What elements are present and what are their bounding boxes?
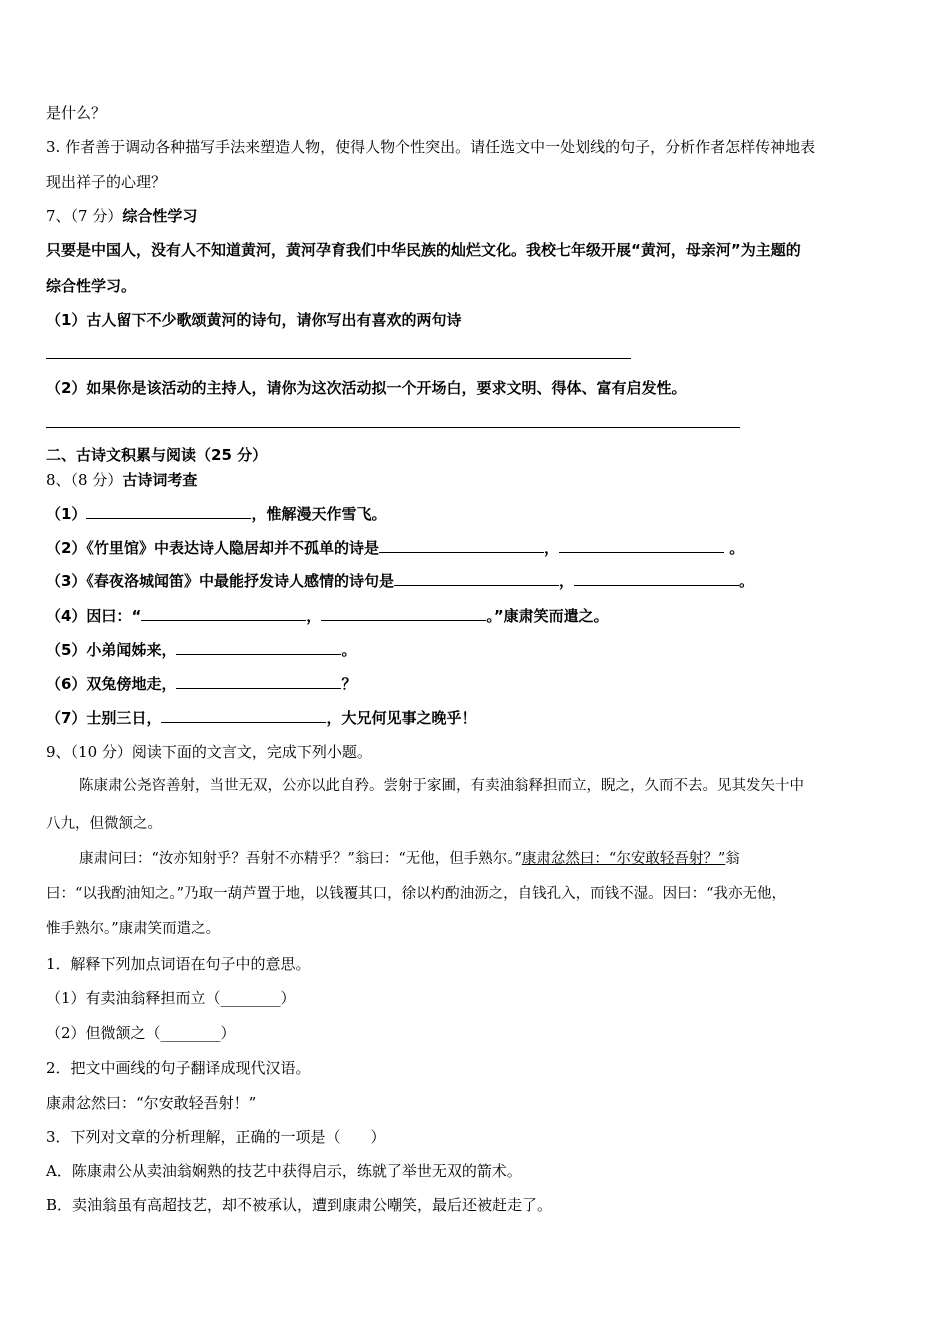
q7-sub1-answer-line[interactable] xyxy=(46,358,631,359)
q9-sub1: 1．解释下列加点词语在句子中的意思。 xyxy=(46,955,311,973)
q8-item-5 xyxy=(46,640,356,660)
q8-item-1-label: （1） xyxy=(46,505,87,523)
q6-subquestion-3-cont: 现出祥子的心理？ xyxy=(46,173,167,191)
q9-passage-underlined-sentence: 康肃忿然曰：“尔安敢轻吾射？” xyxy=(521,851,726,867)
q8-item-4-blank-a[interactable] xyxy=(141,606,306,621)
q8-item-4-end: 。”康肃笑而遣之。 xyxy=(486,607,609,625)
q9-passage-p2-cont2: 惟手熟尔。”康肃笑而遣之。 xyxy=(46,921,221,937)
q8-item-4-blank-b[interactable] xyxy=(321,606,486,621)
q8-item-1-text: ，惟解漫天作雪飞。 xyxy=(251,505,387,523)
q8-item-6-blank[interactable] xyxy=(176,674,341,689)
q9-sub2-sentence: 康肃忿然曰：“尔安敢轻吾射！” xyxy=(46,1094,257,1112)
q8-item-1 xyxy=(46,504,386,524)
q8-item-3-end: 。 xyxy=(738,572,754,590)
q7-title: 综合性学习 xyxy=(122,207,198,225)
q8-item-4-text: （4）因曰：“ xyxy=(46,607,142,625)
section2-title: 二、古诗文积累与阅读（25 分） xyxy=(46,446,268,464)
q9-sub3-option-a: A．陈康肃公从卖油翁娴熟的技艺中获得启示，练就了举世无双的箭术。 xyxy=(46,1162,522,1180)
q6-subquestion-3: 3. 作者善于调动各种描写手法来塑造人物，使得人物个性突出。请任选文中一处划线的句子，分析作者怎样传神地表 xyxy=(46,138,816,156)
q7-sub2: （2）如果你是该活动的主持人，请你为这次活动拟一个开场白，要求文明、得体、富有启发性。 xyxy=(46,379,687,397)
q8-item-2-blank-a[interactable] xyxy=(379,538,544,553)
q8-item-5-end: 。 xyxy=(341,641,357,659)
q8-item-5-text: （5）小弟闻姊来， xyxy=(46,641,177,659)
q8-number: 8、（8 分） xyxy=(46,471,123,489)
q8-item-7 xyxy=(46,708,476,728)
q7-intro: 只要是中国人，没有人不知道黄河，黄河孕育我们中华民族的灿烂文化。我校七年级开展“黄河，母亲河”为主题的 xyxy=(46,241,801,259)
q8-item-7-text: （7）士别三日， xyxy=(46,709,162,727)
q8-item-3-comma: ， xyxy=(558,572,574,590)
q8-item-3-blank-b[interactable] xyxy=(574,571,739,586)
q9-passage-p1: 陈康肃公尧咨善射，当世无双，公亦以此自矜。尝射于家圃，有卖油翁释担而立，睨之，久而不去。见其发矢十中 xyxy=(79,778,804,794)
q8-item-2-comma: ， xyxy=(543,539,559,557)
q8-item-5-blank[interactable] xyxy=(176,640,341,655)
q8-item-2-end: 。 xyxy=(723,539,745,557)
q7-sub2-answer-line[interactable] xyxy=(46,427,740,428)
q9-passage-p1-cont: 八九，但微颔之。 xyxy=(46,816,162,832)
q7-number: 7、（7 分） xyxy=(46,207,123,225)
q9-sub1-item2: （2）但微颔之（________） xyxy=(46,1024,236,1042)
q9-passage-p2 xyxy=(79,849,740,869)
q7-sub1: （1）古人留下不少歌颂黄河的诗句，请你写出有喜欢的两句诗 xyxy=(46,311,462,329)
q8-item-3-blank-a[interactable] xyxy=(394,571,559,586)
q9-passage-p2-start: 康肃问曰：“汝亦知射乎？吾射不亦精乎？”翁曰：“无他，但手熟尔。” xyxy=(79,851,522,867)
q8-item-1-blank[interactable] xyxy=(86,504,251,519)
q8-item-6 xyxy=(46,674,356,694)
q9-heading xyxy=(46,742,372,762)
q9-sub3-option-b: B．卖油翁虽有高超技艺，却不被承认，遭到康肃公嘲笑，最后还被赶走了。 xyxy=(46,1196,553,1214)
q8-item-7-end: ，大兄何见事之晚乎！ xyxy=(326,709,477,727)
q8-item-6-text: （6）双兔傍地走， xyxy=(46,675,177,693)
q9-sub1-item1: （1）有卖油翁释担而立（________） xyxy=(46,989,296,1007)
q8-item-2-blank-b[interactable] xyxy=(559,538,724,553)
q9-passage-p2-cont: 曰：“以我酌油知之。”乃取一葫芦置于地，以钱覆其口，徐以杓酌油沥之，自钱孔入，而钱不湿。因曰：“我亦无他， xyxy=(46,886,786,902)
q8-item-4-comma: ， xyxy=(306,607,322,625)
q8-heading xyxy=(46,470,197,490)
q8-item-7-blank[interactable] xyxy=(161,708,326,723)
q8-item-3 xyxy=(46,571,754,591)
q7-heading xyxy=(46,206,197,226)
q7-intro-cont: 综合性学习。 xyxy=(46,277,137,295)
q8-item-4 xyxy=(46,606,609,626)
q9-sub3: 3．下列对文章的分析理解，正确的一项是（ ） xyxy=(46,1128,386,1146)
q6-tail-line1: 是什么？ xyxy=(46,104,107,122)
q9-sub2: 2．把文中画线的句子翻译成现代汉语。 xyxy=(46,1059,311,1077)
q8-title: 古诗词考查 xyxy=(122,471,198,489)
q9-number: 9、（10 分） xyxy=(46,743,132,761)
q8-item-3-text: （3）《春夜洛城闻笛》中最能抒发诗人感情的诗句是 xyxy=(46,572,394,590)
q8-item-2-text: （2）《竹里馆》中表达诗人隐居却并不孤单的诗是 xyxy=(46,539,379,557)
q8-item-6-end: ？ xyxy=(341,675,357,693)
q8-item-2 xyxy=(46,538,744,558)
q9-instruction: 阅读下面的文言文，完成下列小题。 xyxy=(131,743,372,761)
q9-passage-p2-end: 翁 xyxy=(725,851,740,867)
